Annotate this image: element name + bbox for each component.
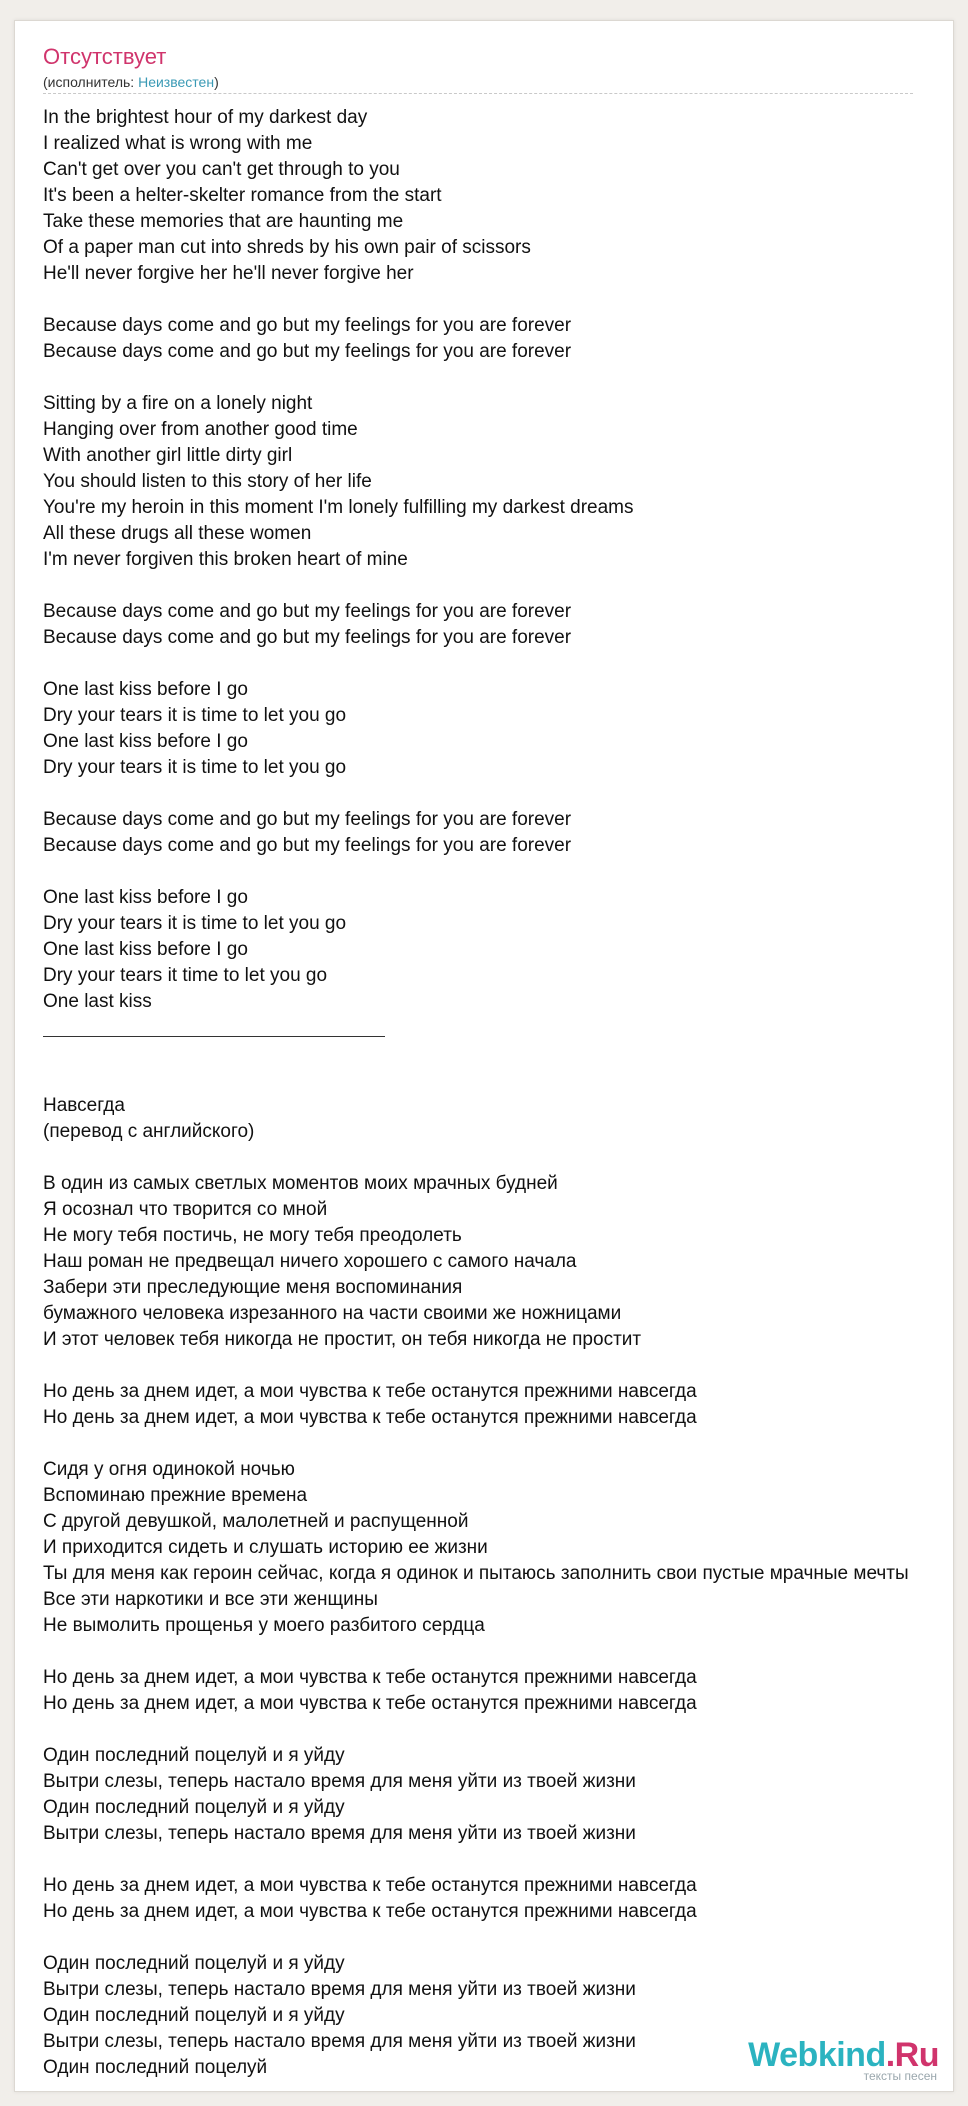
artist-prefix: (исполнитель:: [43, 74, 139, 90]
blank-line: [43, 1353, 968, 1379]
blank-line: [43, 1431, 968, 1457]
blank-line: [43, 1067, 968, 1093]
site-logo[interactable]: [748, 2037, 939, 2083]
lyric-line: I realized what is wrong with me: [43, 133, 313, 154]
logo-main-text: Webkind: [748, 2036, 886, 2074]
lyrics-text: [43, 105, 968, 2081]
lyric-line: Dry your tears it time to let you go: [43, 965, 328, 986]
artist-link[interactable]: Неизвестен: [138, 74, 215, 90]
lyric-line: One last kiss before I go: [43, 679, 248, 700]
blank-line: [43, 1145, 968, 1171]
lyric-line: Один последний поцелуй: [43, 2057, 268, 2078]
lyric-line: Я осознал что творится со мной: [43, 1199, 328, 1220]
blank-line: [43, 1041, 968, 1067]
lyric-line: Но день за днем идет, а мои чувства к тебе останутся прежними навсегда: [43, 1407, 697, 1428]
lyric-line: One last kiss before I go: [43, 887, 248, 908]
lyric-line: In the brightest hour of my darkest day: [43, 107, 368, 128]
lyric-line: Hanging over from another good time: [43, 419, 358, 440]
lyric-line: Sitting by a fire on a lonely night: [43, 393, 313, 414]
lyric-line: One last kiss before I go: [43, 939, 248, 960]
lyric-line: Один последний поцелуй и я уйду: [43, 1797, 345, 1818]
lyric-line: Все эти наркотики и все эти женщины: [43, 1589, 378, 1610]
lyric-line: With another girl little dirty girl: [43, 445, 293, 466]
lyric-line: Ты для меня как героин сейчас, когда я одинок и пытаюсь заполнить свои пустые мрачные мечты: [43, 1563, 909, 1584]
lyric-line: В один из самых светлых моментов моих мрачных будней: [43, 1173, 558, 1194]
lyric-line: Вытри слезы, теперь настало время для меня уйти из твоей жизни: [43, 1979, 636, 2000]
lyric-line: Because days come and go but my feelings for you are forever: [43, 315, 572, 336]
artist-line: [43, 73, 913, 91]
lyric-line: Наш роман не предвещал ничего хорошего с самого начала: [43, 1251, 577, 1272]
song-title: Отсутствует: [43, 44, 167, 69]
header-divider: [43, 93, 913, 94]
lyric-line: Сидя у огня одинокой ночью: [43, 1459, 295, 1480]
logo-wordmark: [748, 2037, 939, 2073]
blank-line: [43, 781, 968, 807]
blank-line: [43, 1015, 968, 1041]
lyric-line: It's been a helter-skelter romance from the start: [43, 185, 442, 206]
lyric-line: Но день за днем идет, а мои чувства к тебе останутся прежними навсегда: [43, 1693, 697, 1714]
lyric-line: Dry your tears it is time to let you go: [43, 757, 347, 778]
lyric-line: Не могу тебя постичь, не могу тебя преодолеть: [43, 1225, 462, 1246]
blank-line: [43, 1717, 968, 1743]
logo-tagline: тексты песен: [863, 2069, 937, 2083]
lyric-line: (перевод с английского): [43, 1121, 255, 1142]
lyric-line: Dry your tears it is time to let you go: [43, 913, 347, 934]
lyric-line: Of a paper man cut into shreds by his own pair of scissors: [43, 237, 531, 258]
lyric-line: Но день за днем идет, а мои чувства к тебе останутся прежними навсегда: [43, 1667, 697, 1688]
lyric-line: Вытри слезы, теперь настало время для меня уйти из твоей жизни: [43, 2031, 636, 2052]
lyric-line: Because days come and go but my feelings for you are forever: [43, 809, 572, 830]
lyric-line: Вспоминаю прежние времена: [43, 1485, 308, 1506]
lyric-line: You should listen to this story of her life: [43, 471, 372, 492]
lyric-line: Because days come and go but my feelings for you are forever: [43, 835, 572, 856]
blank-line: [43, 651, 968, 677]
lyric-line: Навсегда: [43, 1095, 125, 1116]
lyric-line: бумажного человека изрезанного на части своими же ножницами: [43, 1303, 622, 1324]
artist-suffix: ): [214, 74, 219, 90]
blank-line: [43, 287, 968, 313]
lyric-line: Не вымолить прощенья у моего разбитого сердца: [43, 1615, 485, 1636]
blank-line: [43, 859, 968, 885]
blank-line: [43, 1847, 968, 1873]
lyric-line: Один последний поцелуй и я уйду: [43, 2005, 345, 2026]
blank-line: [43, 1639, 968, 1665]
lyric-line: You're my heroin in this moment I'm lonely fulfilling my darkest dreams: [43, 497, 634, 518]
lyric-line: Because days come and go but my feelings for you are forever: [43, 341, 572, 362]
logo-suffix-text: .Ru: [885, 2036, 939, 2074]
lyric-line: И приходится сидеть и слушать историю ее жизни: [43, 1537, 488, 1558]
lyric-line: Забери эти преследующие меня воспоминания: [43, 1277, 463, 1298]
blank-line: [43, 365, 968, 391]
lyric-line: Но день за днем идет, а мои чувства к тебе останутся прежними навсегда: [43, 1901, 697, 1922]
lyric-line: Take these memories that are haunting me: [43, 211, 404, 232]
song-header: [43, 43, 913, 91]
lyric-line: Один последний поцелуй и я уйду: [43, 1745, 345, 1766]
blank-line: [43, 573, 968, 599]
lyric-line: Один последний поцелуй и я уйду: [43, 1953, 345, 1974]
translation-separator: [43, 1036, 385, 1037]
lyric-line: I'm never forgiven this broken heart of mine: [43, 549, 408, 570]
lyric-line: He'll never forgive her he'll never forgive her: [43, 263, 414, 284]
lyric-line: Вытри слезы, теперь настало время для меня уйти из твоей жизни: [43, 1823, 636, 1844]
lyric-line: One last kiss before I go: [43, 731, 248, 752]
lyrics-card: [14, 20, 954, 2092]
lyric-line: Dry your tears it is time to let you go: [43, 705, 347, 726]
lyric-line: Но день за днем идет, а мои чувства к тебе останутся прежними навсегда: [43, 1381, 697, 1402]
lyric-line: Но день за днем идет, а мои чувства к тебе останутся прежними навсегда: [43, 1875, 697, 1896]
blank-line: [43, 1925, 968, 1951]
lyric-line: One last kiss: [43, 991, 152, 1012]
lyric-line: Вытри слезы, теперь настало время для меня уйти из твоей жизни: [43, 1771, 636, 1792]
lyric-line: All these drugs all these women: [43, 523, 312, 544]
lyric-line: Because days come and go but my feelings for you are forever: [43, 627, 572, 648]
lyric-line: С другой девушкой, малолетней и распущенной: [43, 1511, 469, 1532]
lyric-line: И этот человек тебя никогда не простит, он тебя никогда не простит: [43, 1329, 642, 1350]
lyric-line: Can't get over you can't get through to you: [43, 159, 400, 180]
lyric-line: Because days come and go but my feelings for you are forever: [43, 601, 572, 622]
